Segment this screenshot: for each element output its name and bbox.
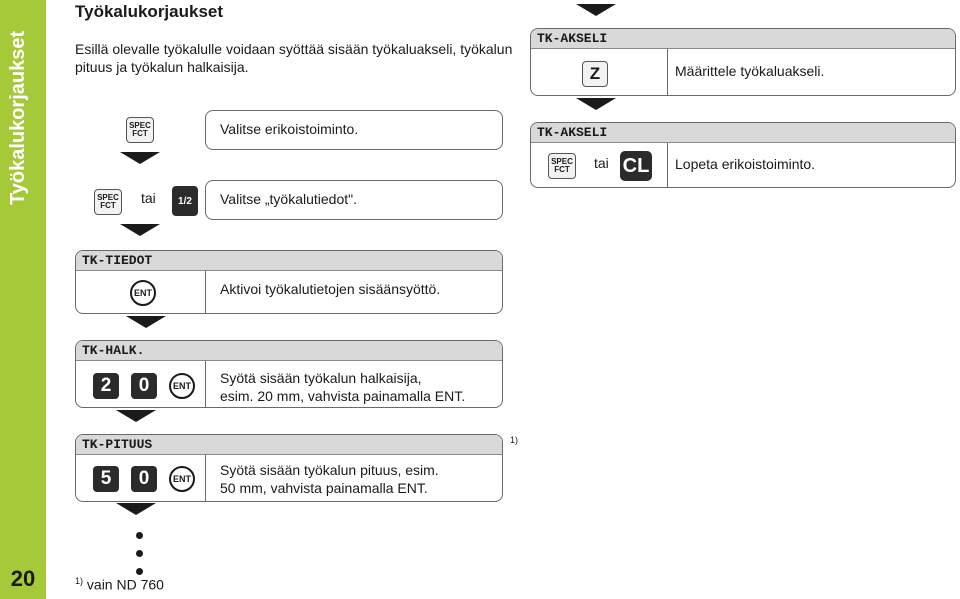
digit-2-key[interactable]: 2 bbox=[93, 373, 119, 399]
divider bbox=[667, 143, 668, 188]
tk-pituus-line1: Syötä sisään työkalun pituus, esim. bbox=[220, 462, 439, 478]
flow-arrow bbox=[126, 316, 166, 328]
tool-data-key[interactable]: 1/2 bbox=[172, 186, 198, 216]
tk-akseli-header: TK-AKSELI bbox=[531, 123, 955, 143]
footnote: $^{1)}$ vain ND 760 bbox=[75, 576, 164, 593]
divider bbox=[205, 361, 206, 408]
page-number: 20 bbox=[10, 566, 36, 591]
step-tooldata-box bbox=[205, 180, 503, 220]
digit-5-key[interactable]: 5 bbox=[93, 466, 119, 492]
digit-0-key[interactable]: 0 bbox=[131, 373, 157, 399]
step-tooldata-text: Valitse „työkalutiedot". bbox=[220, 191, 357, 207]
ent-key[interactable]: ENT bbox=[130, 280, 156, 306]
tk-akseli-header: TK-AKSELI bbox=[531, 29, 955, 49]
ent-key[interactable]: ENT bbox=[169, 466, 195, 492]
or-label: tai bbox=[141, 190, 156, 206]
continuation-dot bbox=[136, 550, 143, 557]
spec-fct-key[interactable]: SPEC FCT bbox=[94, 189, 122, 215]
flow-arrow bbox=[576, 4, 616, 16]
divider bbox=[667, 49, 668, 96]
sidebar-title: Työkalukorjaukset bbox=[7, 30, 29, 205]
flow-arrow bbox=[120, 224, 160, 236]
tk-akseli-text-1: Määrittele työkaluakseli. bbox=[675, 63, 825, 79]
sidebar bbox=[0, 0, 46, 599]
flow-arrow bbox=[576, 98, 616, 110]
tk-pituus-header: TK-PITUUS bbox=[76, 435, 502, 455]
or-label: tai bbox=[594, 155, 609, 171]
tk-halk-header: TK-HALK. bbox=[76, 341, 502, 361]
continuation-dot bbox=[136, 568, 143, 575]
flow-arrow bbox=[116, 410, 156, 422]
step-spec-text: Valitse erikoistoiminto. bbox=[220, 121, 359, 137]
tk-akseli-text-2: Lopeta erikoistoiminto. bbox=[675, 156, 816, 172]
spec-fct-key[interactable]: SPEC FCT bbox=[548, 153, 576, 179]
tk-tiedot-text: Aktivoi työkalutietojen sisäänsyöttö. bbox=[220, 281, 441, 297]
divider bbox=[205, 455, 206, 502]
divider bbox=[205, 271, 206, 314]
tk-pituus-line2: 50 mm, vahvista painamalla ENT. bbox=[220, 480, 428, 496]
tk-tiedot-header: TK-TIEDOT bbox=[76, 251, 502, 271]
cl-key[interactable]: CL bbox=[620, 151, 652, 181]
page-heading: Työkalukorjaukset bbox=[75, 2, 224, 21]
digit-0-key[interactable]: 0 bbox=[131, 466, 157, 492]
tk-halk-line1: Syötä sisään työkalun halkaisija, bbox=[220, 370, 422, 386]
tk-halk-line2: esim. 20 mm, vahvista painamalla ENT. bbox=[220, 388, 466, 404]
continuation-dot bbox=[136, 532, 143, 539]
footnote-marker: 1) bbox=[510, 435, 519, 445]
intro-text: Esillä olevalle työkalulle voidaan syöttää sisään työkaluakseli, työkalun pituus ja työkalun halkaisija. bbox=[75, 41, 513, 75]
flow-arrow bbox=[120, 152, 160, 164]
z-axis-key[interactable]: Z bbox=[582, 61, 608, 87]
step-spec-box bbox=[205, 110, 503, 150]
flow-arrow bbox=[116, 503, 156, 515]
ent-key[interactable]: ENT bbox=[169, 373, 195, 399]
spec-fct-key[interactable]: SPEC FCT bbox=[126, 117, 154, 143]
